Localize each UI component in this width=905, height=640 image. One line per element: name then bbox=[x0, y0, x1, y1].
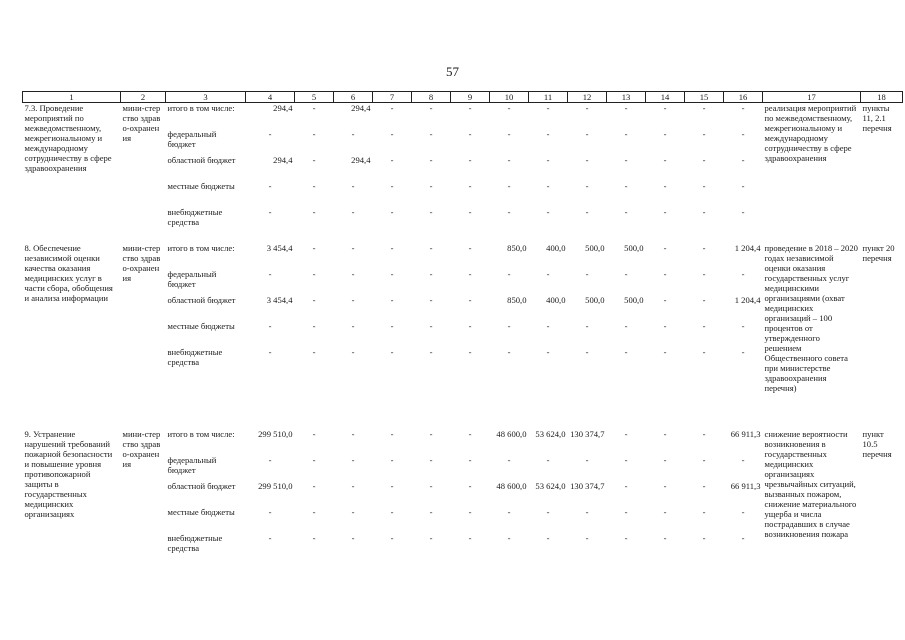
amount-cell: - bbox=[390, 128, 394, 139]
amount-cell: - bbox=[468, 428, 472, 439]
amount-cell: - bbox=[312, 103, 316, 113]
amount-cell: - bbox=[507, 128, 511, 139]
amount-cell: - bbox=[351, 532, 355, 543]
expected-result: проведение в 2018 – 2020 годах независимой оценки оказания государственных услуг медицинскими организациями (охват медицинских организаций – 100 процентов от утвержденного решением Общественного совета при министерстве здравоохранения перечня) bbox=[764, 242, 858, 393]
amount-cell: 500,0 bbox=[624, 242, 644, 253]
amount-cell: - bbox=[507, 320, 511, 331]
amount-cell: - bbox=[390, 346, 394, 357]
funding-source: итого в том числе: bbox=[167, 242, 235, 253]
amount-cell: - bbox=[663, 428, 667, 439]
column-header: 6 bbox=[334, 92, 373, 103]
funding-source: местные бюджеты bbox=[167, 320, 235, 331]
amount-cell: - bbox=[468, 128, 472, 139]
amount-cell: - bbox=[624, 154, 628, 165]
amount-cell: - bbox=[624, 320, 628, 331]
amount-cell: - bbox=[312, 454, 316, 465]
amount-cell: - bbox=[624, 268, 628, 279]
amount-cell: - bbox=[741, 206, 745, 217]
amount-cell: - bbox=[702, 180, 706, 191]
amount-cell: - bbox=[429, 206, 433, 217]
amount-cell: - bbox=[390, 180, 394, 191]
amount-cell: - bbox=[624, 206, 628, 217]
column-header: 13 bbox=[607, 92, 646, 103]
column-header: 2 bbox=[121, 92, 166, 103]
amount-cell: 3 454,4 bbox=[266, 294, 293, 305]
amount-cell: - bbox=[624, 480, 628, 491]
funding-source: областной бюджет bbox=[167, 480, 236, 491]
amount-cell: - bbox=[585, 532, 589, 543]
amount-cell: - bbox=[429, 346, 433, 357]
amount-cell: - bbox=[390, 242, 394, 253]
amount-cell: - bbox=[546, 128, 550, 139]
amount-cell: - bbox=[390, 103, 394, 113]
amount-cell: - bbox=[702, 154, 706, 165]
amount-cell: - bbox=[663, 480, 667, 491]
amount-cell: - bbox=[312, 128, 316, 139]
amount-cell: 53 624,0 bbox=[535, 480, 566, 491]
amount-cell: - bbox=[351, 480, 355, 491]
amount-cell: - bbox=[741, 180, 745, 191]
amount-cell: - bbox=[702, 242, 706, 253]
column-header: 12 bbox=[568, 92, 607, 103]
amount-cell: 294,4 bbox=[351, 103, 371, 113]
amount-cell: - bbox=[546, 320, 550, 331]
amount-cell: - bbox=[702, 320, 706, 331]
table-row bbox=[23, 429, 903, 455]
amount-cell: - bbox=[585, 180, 589, 191]
amount-cell: - bbox=[585, 103, 589, 113]
amount-cell: - bbox=[390, 154, 394, 165]
funding-source: областной бюджет bbox=[167, 154, 236, 165]
table-row bbox=[23, 243, 903, 269]
amount-cell: - bbox=[468, 346, 472, 357]
amount-cell: - bbox=[268, 268, 272, 279]
amount-cell: - bbox=[468, 532, 472, 543]
amount-cell: - bbox=[268, 346, 272, 357]
executor: мини-стерство здраво-охранения bbox=[122, 242, 161, 283]
amount-cell: - bbox=[268, 180, 272, 191]
amount-cell: - bbox=[702, 206, 706, 217]
amount-cell: - bbox=[741, 154, 745, 165]
amount-cell: - bbox=[468, 242, 472, 253]
amount-cell: 299 510,0 bbox=[258, 480, 293, 491]
executor: мини-стерство здраво-охранения bbox=[122, 428, 161, 469]
amount-cell: - bbox=[312, 206, 316, 217]
amount-cell: 66 911,3 bbox=[730, 480, 761, 491]
amount-cell: - bbox=[624, 103, 628, 113]
amount-cell: - bbox=[351, 346, 355, 357]
column-header: 4 bbox=[246, 92, 295, 103]
amount-cell: - bbox=[507, 268, 511, 279]
table-row bbox=[23, 103, 903, 129]
amount-cell: - bbox=[390, 454, 394, 465]
amount-cell: - bbox=[663, 103, 667, 113]
amount-cell: - bbox=[351, 428, 355, 439]
amount-cell: - bbox=[663, 206, 667, 217]
amount-cell: - bbox=[624, 180, 628, 191]
amount-cell: - bbox=[546, 532, 550, 543]
amount-cell: - bbox=[468, 180, 472, 191]
column-header: 16 bbox=[724, 92, 763, 103]
amount-cell: - bbox=[468, 506, 472, 517]
amount-cell: 294,4 bbox=[273, 103, 293, 113]
amount-cell: - bbox=[741, 320, 745, 331]
header-row bbox=[23, 92, 903, 103]
reference: пункты 11, 2.1 перечня bbox=[862, 103, 892, 133]
amount-cell: - bbox=[702, 428, 706, 439]
amount-cell: - bbox=[624, 128, 628, 139]
amount-cell: - bbox=[312, 294, 316, 305]
funding-source: местные бюджеты bbox=[167, 180, 235, 191]
amount-cell: - bbox=[741, 506, 745, 517]
amount-cell: 500,0 bbox=[624, 294, 644, 305]
amount-cell: - bbox=[546, 206, 550, 217]
amount-cell: - bbox=[585, 154, 589, 165]
amount-cell: - bbox=[741, 268, 745, 279]
amount-cell: - bbox=[351, 180, 355, 191]
amount-cell: - bbox=[585, 128, 589, 139]
amount-cell: - bbox=[429, 180, 433, 191]
amount-cell: - bbox=[507, 454, 511, 465]
column-header: 5 bbox=[295, 92, 334, 103]
amount-cell: - bbox=[268, 320, 272, 331]
page-number: 57 bbox=[446, 64, 459, 79]
amount-cell: - bbox=[429, 294, 433, 305]
amount-cell: - bbox=[390, 506, 394, 517]
amount-cell: - bbox=[429, 454, 433, 465]
column-header: 3 bbox=[166, 92, 246, 103]
amount-cell: - bbox=[351, 454, 355, 465]
funding-source: внебюджетные средства bbox=[167, 346, 223, 367]
amount-cell: - bbox=[507, 532, 511, 543]
amount-cell: - bbox=[546, 154, 550, 165]
amount-cell: 53 624,0 bbox=[535, 428, 566, 439]
amount-cell: - bbox=[702, 103, 706, 113]
amount-cell: - bbox=[312, 180, 316, 191]
amount-cell: 500,0 bbox=[585, 294, 605, 305]
funding-source: итого в том числе: bbox=[167, 103, 235, 113]
amount-cell: - bbox=[507, 506, 511, 517]
amount-cell: - bbox=[585, 454, 589, 465]
amount-cell: - bbox=[429, 480, 433, 491]
amount-cell: - bbox=[585, 346, 589, 357]
amount-cell: - bbox=[702, 506, 706, 517]
amount-cell: - bbox=[468, 320, 472, 331]
amount-cell: - bbox=[507, 180, 511, 191]
amount-cell: - bbox=[429, 320, 433, 331]
amount-cell: - bbox=[702, 532, 706, 543]
amount-cell: - bbox=[429, 428, 433, 439]
funding-source: внебюджетные средства bbox=[167, 532, 223, 553]
amount-cell: - bbox=[312, 346, 316, 357]
column-header: 14 bbox=[646, 92, 685, 103]
amount-cell: - bbox=[624, 346, 628, 357]
amount-cell: - bbox=[468, 103, 472, 113]
amount-cell: - bbox=[429, 268, 433, 279]
amount-cell: - bbox=[390, 206, 394, 217]
amount-cell: 294,4 bbox=[273, 154, 293, 165]
budget-table bbox=[22, 91, 903, 583]
amount-cell: - bbox=[663, 180, 667, 191]
amount-cell: - bbox=[351, 206, 355, 217]
amount-cell: - bbox=[268, 128, 272, 139]
amount-cell: 500,0 bbox=[585, 242, 605, 253]
amount-cell: - bbox=[507, 206, 511, 217]
amount-cell: - bbox=[585, 206, 589, 217]
amount-cell: - bbox=[351, 128, 355, 139]
funding-source: федеральный бюджет bbox=[167, 268, 217, 289]
column-header: 7 bbox=[373, 92, 412, 103]
amount-cell: - bbox=[468, 454, 472, 465]
amount-cell: - bbox=[429, 242, 433, 253]
amount-cell: - bbox=[624, 532, 628, 543]
amount-cell: - bbox=[351, 242, 355, 253]
amount-cell: - bbox=[312, 532, 316, 543]
amount-cell: - bbox=[624, 428, 628, 439]
amount-cell: - bbox=[429, 128, 433, 139]
expected-result: снижение вероятности возникновения в государственных медицинских организациях чрезвычайных ситуаций, вызванных пожаром, снижение материального ущерба и числа пострадавших в случае возникновения пожара bbox=[764, 428, 857, 539]
measure-name: 8. Обеспечение независимой оценки качества оказания медицинских услуг в части сбора, обобщения и анализа информации bbox=[24, 242, 113, 303]
reference: пункт 10.5 перечня bbox=[862, 428, 892, 459]
amount-cell: - bbox=[312, 480, 316, 491]
amount-cell: - bbox=[312, 154, 316, 165]
amount-cell: - bbox=[546, 454, 550, 465]
amount-cell: - bbox=[268, 532, 272, 543]
amount-cell: 299 510,0 bbox=[258, 428, 293, 439]
amount-cell: 48 600,0 bbox=[496, 480, 527, 491]
amount-cell: 130 374,7 bbox=[570, 428, 605, 439]
amount-cell: - bbox=[741, 128, 745, 139]
amount-cell: 400,0 bbox=[546, 242, 566, 253]
amount-cell: - bbox=[663, 506, 667, 517]
measure-name: 7.3. Проведение мероприятий по межведомственному, межрегиональному и международному сотрудничеству в сфере здравоохранения bbox=[24, 103, 112, 173]
amount-cell: - bbox=[663, 268, 667, 279]
amount-cell: - bbox=[468, 294, 472, 305]
reference: пункт 20 перечня bbox=[862, 242, 895, 263]
funding-source: местные бюджеты bbox=[167, 506, 235, 517]
expected-result: реализация мероприятий по межведомственному, межрегиональному и международному сотрудничеству в сфере здравоохранения bbox=[764, 103, 857, 163]
amount-cell: - bbox=[546, 346, 550, 357]
column-header: 11 bbox=[529, 92, 568, 103]
funding-source: федеральный бюджет bbox=[167, 128, 217, 149]
amount-cell: 294,4 bbox=[351, 154, 371, 165]
amount-cell: - bbox=[390, 480, 394, 491]
amount-cell: - bbox=[546, 268, 550, 279]
amount-cell: - bbox=[468, 268, 472, 279]
amount-cell: - bbox=[312, 268, 316, 279]
amount-cell: - bbox=[268, 206, 272, 217]
amount-cell: 850,0 bbox=[507, 242, 527, 253]
amount-cell: - bbox=[507, 346, 511, 357]
amount-cell: - bbox=[663, 294, 667, 305]
amount-cell: - bbox=[624, 506, 628, 517]
column-header: 10 bbox=[490, 92, 529, 103]
amount-cell: - bbox=[468, 206, 472, 217]
column-header: 15 bbox=[685, 92, 724, 103]
amount-cell: 1 204,4 bbox=[734, 294, 761, 305]
amount-cell: - bbox=[663, 532, 667, 543]
amount-cell: - bbox=[741, 454, 745, 465]
amount-cell: - bbox=[268, 506, 272, 517]
column-header: 8 bbox=[412, 92, 451, 103]
measure-name: 9. Устранение нарушений требований пожарной безопасности и повышение уровня противопожарной защиты в государственных медицинских организациях bbox=[24, 428, 113, 519]
amount-cell: - bbox=[390, 428, 394, 439]
amount-cell: - bbox=[546, 103, 550, 113]
amount-cell: - bbox=[429, 154, 433, 165]
amount-cell: - bbox=[468, 154, 472, 165]
amount-cell: - bbox=[390, 532, 394, 543]
amount-cell: - bbox=[585, 320, 589, 331]
amount-cell: - bbox=[702, 294, 706, 305]
amount-cell: - bbox=[663, 242, 667, 253]
amount-cell: - bbox=[702, 480, 706, 491]
amount-cell: 48 600,0 bbox=[496, 428, 527, 439]
amount-cell: 130 374,7 bbox=[570, 480, 605, 491]
amount-cell: - bbox=[741, 103, 745, 113]
amount-cell: - bbox=[663, 320, 667, 331]
amount-cell: - bbox=[663, 128, 667, 139]
amount-cell: - bbox=[624, 454, 628, 465]
amount-cell: - bbox=[429, 532, 433, 543]
amount-cell: - bbox=[546, 506, 550, 517]
amount-cell: - bbox=[468, 480, 472, 491]
amount-cell: - bbox=[429, 103, 433, 113]
amount-cell: 3 454,4 bbox=[266, 242, 293, 253]
amount-cell: - bbox=[507, 154, 511, 165]
amount-cell: - bbox=[507, 103, 511, 113]
funding-source: итого в том числе: bbox=[167, 428, 235, 439]
amount-cell: - bbox=[702, 268, 706, 279]
amount-cell: - bbox=[390, 294, 394, 305]
amount-cell: - bbox=[390, 320, 394, 331]
amount-cell: - bbox=[741, 346, 745, 357]
amount-cell: 1 204,4 bbox=[734, 242, 761, 253]
amount-cell: - bbox=[390, 268, 394, 279]
funding-source: областной бюджет bbox=[167, 294, 236, 305]
funding-source: внебюджетные средства bbox=[167, 206, 223, 227]
amount-cell: 850,0 bbox=[507, 294, 527, 305]
amount-cell: - bbox=[351, 268, 355, 279]
amount-cell: - bbox=[312, 242, 316, 253]
amount-cell: - bbox=[663, 454, 667, 465]
amount-cell: - bbox=[702, 346, 706, 357]
amount-cell: - bbox=[585, 506, 589, 517]
column-header: 18 bbox=[861, 92, 903, 103]
amount-cell: - bbox=[702, 128, 706, 139]
funding-source: федеральный бюджет bbox=[167, 454, 217, 475]
column-header: 9 bbox=[451, 92, 490, 103]
amount-cell: - bbox=[268, 454, 272, 465]
amount-cell: - bbox=[351, 320, 355, 331]
column-header: 1 bbox=[23, 92, 121, 103]
amount-cell: - bbox=[663, 154, 667, 165]
amount-cell: - bbox=[312, 320, 316, 331]
amount-cell: 66 911,3 bbox=[730, 428, 761, 439]
amount-cell: - bbox=[585, 268, 589, 279]
amount-cell: - bbox=[351, 506, 355, 517]
amount-cell: - bbox=[702, 454, 706, 465]
amount-cell: - bbox=[663, 346, 667, 357]
amount-cell: 400,0 bbox=[546, 294, 566, 305]
amount-cell: - bbox=[351, 294, 355, 305]
amount-cell: - bbox=[546, 180, 550, 191]
amount-cell: - bbox=[312, 506, 316, 517]
amount-cell: - bbox=[741, 532, 745, 543]
column-header: 17 bbox=[763, 92, 861, 103]
amount-cell: - bbox=[429, 506, 433, 517]
executor: мини-стерство здраво-охранения bbox=[122, 103, 161, 143]
amount-cell: - bbox=[312, 428, 316, 439]
